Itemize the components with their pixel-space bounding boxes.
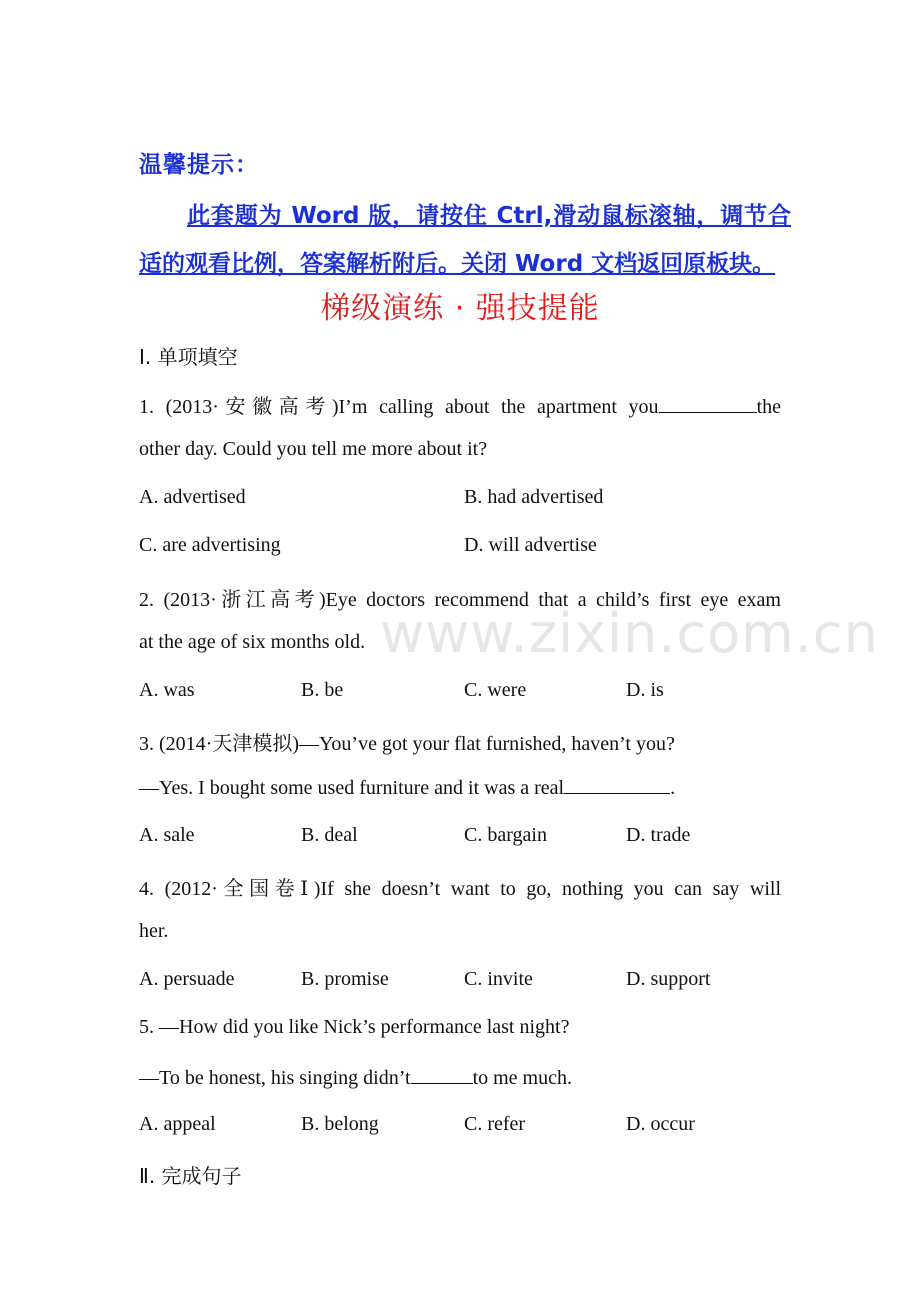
option-d: D. will advertise	[464, 534, 597, 556]
option-a: A. was	[139, 679, 195, 701]
question-4-line-1: 4. (2012·全国卷Ⅰ)If she doesn’t want to go, nothing you can say will	[139, 878, 781, 900]
question-1-line-1: 1. (2013·安徽高考)I’m calling about the apartment you the	[139, 396, 781, 418]
page-heading: 梯级演练 · 强技提能	[320, 291, 600, 326]
option-c: C. are advertising	[139, 534, 281, 556]
option-b: B. be	[301, 679, 344, 701]
question-2-line-1: 2. (2013·浙江高考)Eye doctors recommend that a child’s first eye exam	[139, 589, 781, 611]
option-c: C. were	[464, 679, 527, 701]
tip-title: 温馨提示：	[139, 152, 259, 178]
answer-blank	[411, 1065, 473, 1084]
option-a: A. sale	[139, 824, 195, 846]
question-3-line-1: 3. (2014·天津模拟)—You’ve got your flat furnished, haven’t you?	[139, 733, 675, 755]
question-5-line-2: —To be honest, his singing didn’t to me much.	[139, 1067, 572, 1089]
section-title-2: Ⅱ. 完成句子	[139, 1164, 242, 1188]
question-3-line-2: —Yes. I bought some used furniture and it was a real .	[139, 777, 676, 799]
option-d: D. occur	[626, 1113, 695, 1135]
question-2-line-2: at the age of six months old.	[139, 631, 366, 653]
answer-blank	[564, 775, 670, 794]
option-d: D. is	[626, 679, 664, 701]
question-5-line-1: 5. —How did you like Nick’s performance last night?	[139, 1016, 570, 1038]
question-1-line-2: other day. Could you tell me more about it?	[139, 438, 488, 460]
answer-blank	[659, 394, 757, 413]
option-a: A. advertised	[139, 486, 246, 508]
question-4-line-2: her.	[139, 920, 169, 942]
option-b: B. promise	[301, 968, 389, 990]
watermark: www.zixin.com.cn	[380, 602, 879, 665]
option-b: B. had advertised	[464, 486, 604, 508]
option-c: C. invite	[464, 968, 533, 990]
option-d: D. support	[626, 968, 711, 990]
tip-link[interactable]: 此套题为 Word 版，请按住 Ctrl,滑动鼠标滚轴，调节合适的观看比例，答案解析附后。关闭 Word 文档返回原板块。	[139, 203, 791, 277]
option-a: A. persuade	[139, 968, 235, 990]
option-a: A. appeal	[139, 1113, 216, 1135]
section-title-1: Ⅰ. 单项填空	[139, 345, 238, 369]
option-c: C. refer	[464, 1113, 526, 1135]
option-c: C. bargain	[464, 824, 547, 846]
option-d: D. trade	[626, 824, 691, 846]
option-b: B. belong	[301, 1113, 379, 1135]
option-b: B. deal	[301, 824, 358, 846]
